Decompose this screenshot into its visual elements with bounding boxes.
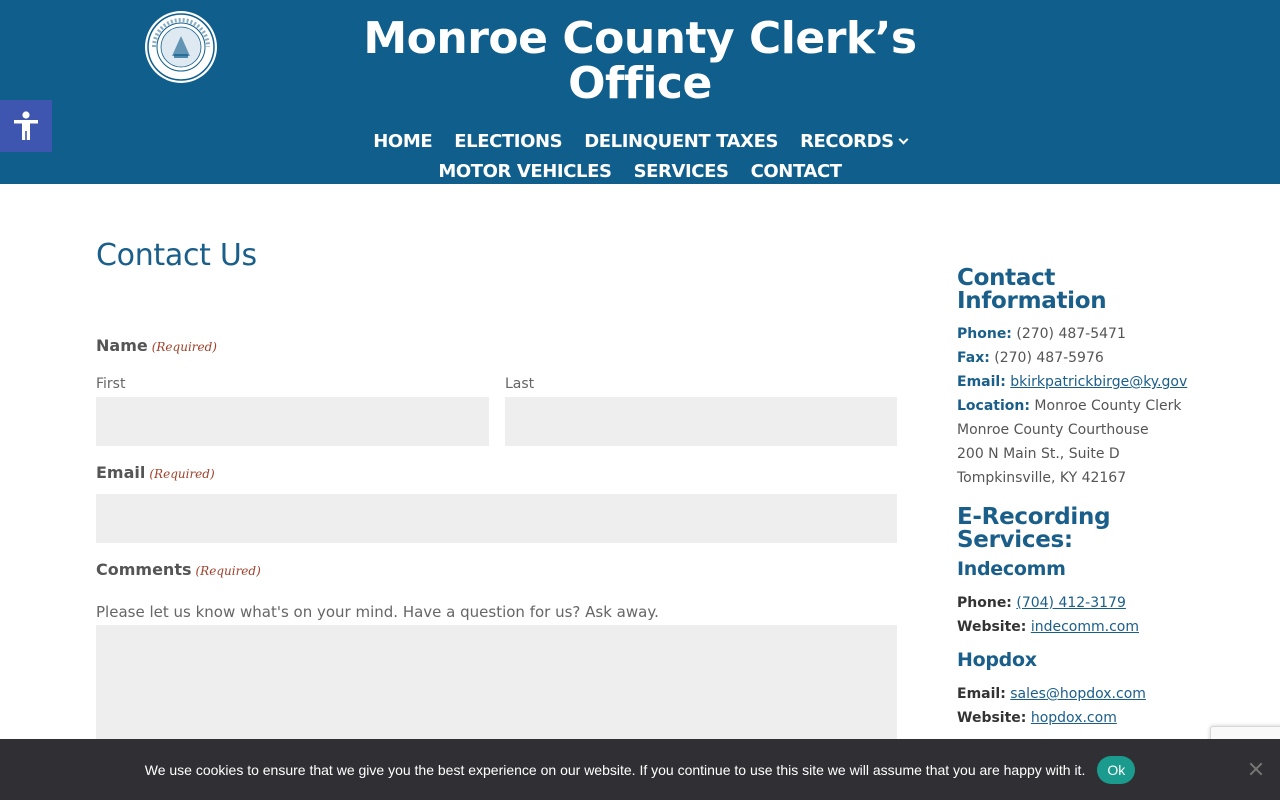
contact-information-heading — [957, 267, 1197, 313]
hopdox-website-link[interactable]: hopdox.com — [1030, 710, 1117, 726]
hopdox-website-label: Website: — [957, 710, 1027, 726]
fax-line — [957, 346, 1197, 370]
indecomm-website-link[interactable]: indecomm.com — [1030, 619, 1139, 635]
indecomm-heading: Indecomm — [957, 558, 1066, 580]
accessibility-button[interactable] — [0, 100, 52, 152]
comments-label-text: Comments — [96, 560, 192, 579]
nav-item-contact[interactable]: CONTACT — [750, 160, 842, 182]
indecomm-phone-label: Phone: — [957, 595, 1012, 611]
cookie-notice-bar — [0, 739, 1280, 800]
hopdox-email-label: Email: — [957, 686, 1006, 702]
hopdox-email-line — [957, 682, 1197, 706]
name-label — [96, 336, 217, 355]
email-label — [96, 463, 215, 482]
contact-heading-line2: Information — [957, 288, 1107, 314]
first-name-input[interactable] — [96, 397, 489, 446]
e-recording-heading-line1: E-Recording — [957, 504, 1111, 530]
indecomm-website-line — [957, 615, 1197, 639]
indecomm-phone-line — [957, 591, 1197, 615]
contact-details — [957, 322, 1197, 490]
email-input[interactable] — [96, 494, 897, 543]
last-name-input[interactable] — [505, 397, 897, 446]
last-name-label: Last — [505, 376, 535, 392]
close-icon[interactable] — [1248, 761, 1264, 777]
accessibility-icon — [11, 110, 41, 142]
indecomm-website-label: Website: — [957, 619, 1027, 635]
e-recording-heading — [957, 506, 1197, 552]
location-value-line3: 200 N Main St., Suite D — [957, 446, 1120, 462]
hopdox-website-line — [957, 706, 1197, 730]
required-indicator: (Required) — [149, 467, 215, 481]
page-title: Contact Us — [96, 238, 257, 273]
nav-item-records-label: RECORDS — [800, 130, 894, 152]
required-indicator: (Required) — [151, 340, 217, 354]
hopdox-email-link[interactable]: sales@hopdox.com — [1010, 686, 1146, 702]
nav-item-home[interactable]: HOME — [373, 130, 433, 152]
location-line — [957, 394, 1197, 418]
required-indicator: (Required) — [195, 564, 261, 578]
comments-label — [96, 560, 261, 579]
email-label: Email: — [957, 374, 1006, 390]
site-header — [0, 0, 1280, 184]
phone-value: (270) 487-5471 — [1016, 326, 1126, 342]
indecomm-phone-link[interactable]: (704) 412-3179 — [1016, 595, 1126, 611]
hopdox-heading: Hopdox — [957, 649, 1037, 671]
contact-heading-line1: Contact — [957, 265, 1056, 291]
phone-label: Phone: — [957, 326, 1012, 342]
hopdox-details — [957, 682, 1197, 730]
name-label-text: Name — [96, 336, 148, 355]
chevron-down-icon — [898, 134, 908, 144]
cookie-message: We use cookies to ensure that we give you the best experience on our website. If you continue to use this site we will assume that you are happy with it. — [144, 761, 1086, 778]
site-title-line2: Office — [568, 58, 712, 109]
nav-row-1 — [340, 126, 940, 156]
nav-item-services[interactable]: SERVICES — [633, 160, 729, 182]
email-line — [957, 370, 1197, 394]
site-title-line1: Monroe County Clerk’s — [363, 13, 917, 64]
comments-textarea[interactable] — [96, 625, 897, 745]
e-recording-heading-line2: Services: — [957, 527, 1073, 553]
email-label-text: Email — [96, 463, 146, 482]
main-nav — [340, 126, 940, 186]
location-label: Location: — [957, 398, 1030, 414]
phone-line — [957, 322, 1197, 346]
nav-item-records[interactable] — [800, 131, 907, 152]
nav-row-2 — [340, 156, 940, 186]
first-name-label: First — [96, 376, 126, 392]
comments-description: Please let us know what's on your mind. Have a question for us? Ask away. — [96, 603, 659, 621]
site-title[interactable] — [340, 13, 940, 109]
nav-item-motor-vehicles[interactable]: MOTOR VEHICLES — [438, 160, 612, 182]
nav-item-delinquent-taxes[interactable]: DELINQUENT TAXES — [584, 130, 779, 152]
indecomm-details — [957, 591, 1197, 639]
county-clerks-seal-logo[interactable] — [144, 10, 218, 84]
cookie-ok-button[interactable]: Ok — [1097, 756, 1135, 784]
fax-label: Fax: — [957, 350, 990, 366]
fax-value: (270) 487-5976 — [994, 350, 1104, 366]
email-link[interactable]: bkirkpatrickbirge@ky.gov — [1010, 374, 1188, 390]
location-value-line2: Monroe County Courthouse — [957, 422, 1149, 438]
location-value-line1: Monroe County Clerk — [1034, 398, 1182, 414]
location-value-line4: Tompkinsville, KY 42167 — [957, 470, 1127, 486]
nav-item-elections[interactable]: ELECTIONS — [454, 130, 563, 152]
